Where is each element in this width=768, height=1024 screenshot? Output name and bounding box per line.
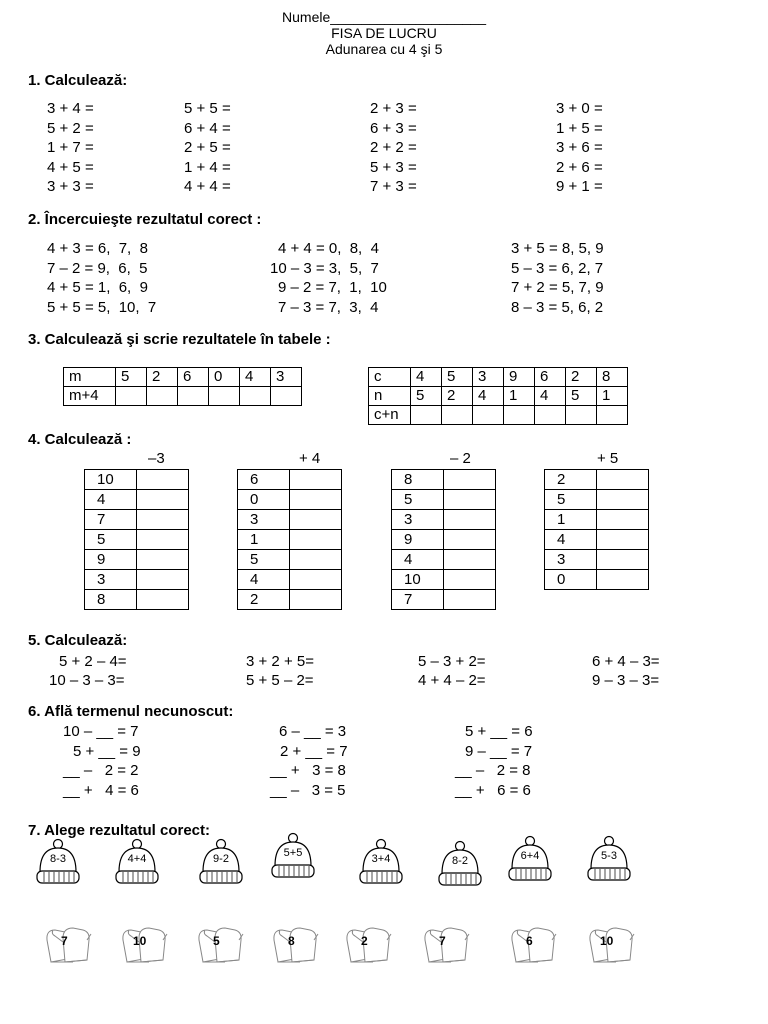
choice-equation: 5 – 3 = 6, 2, 7 xyxy=(511,259,604,277)
table-cell: 3 xyxy=(473,368,504,387)
table-row xyxy=(392,570,496,590)
table-row xyxy=(369,368,628,387)
exercise-equation: 6 + 3 = xyxy=(370,119,417,137)
table-cell: 8 xyxy=(85,590,137,610)
table-cell xyxy=(147,387,178,406)
table-cell: 6 xyxy=(178,368,209,387)
glove-number: 10 xyxy=(133,934,147,948)
table-cell xyxy=(116,387,147,406)
unknown-term-equation: __ + 4 = 6 xyxy=(63,781,139,799)
table-row xyxy=(85,550,189,570)
table-c-n xyxy=(368,367,628,425)
glove-icon xyxy=(586,918,636,968)
answer-cell xyxy=(597,530,649,550)
answer-cell xyxy=(137,510,189,530)
table-cell: c+n xyxy=(369,406,411,425)
exercise-equation: 1 + 7 = xyxy=(47,139,94,156)
table-cell: 3 xyxy=(545,550,597,570)
table-row xyxy=(64,368,302,387)
answer-cell xyxy=(137,530,189,550)
table-row xyxy=(64,387,302,406)
table-row xyxy=(545,510,649,530)
glove-number: 6 xyxy=(526,934,533,948)
table-row xyxy=(238,570,342,590)
table-cell xyxy=(473,406,504,425)
table-cell: 3 xyxy=(271,368,302,387)
table-cell: 4 xyxy=(240,368,271,387)
table-cell: 5 xyxy=(545,490,597,510)
operation-label: –3 xyxy=(148,450,165,467)
choice-equation: 5 + 5 = 5, 10, 7 xyxy=(47,298,157,316)
exercise-equation: 5 + 3 = xyxy=(370,158,417,176)
answer-cell xyxy=(290,490,342,510)
answer-cell xyxy=(137,590,189,610)
table-cell: 4 xyxy=(392,550,444,570)
table-row xyxy=(545,550,649,570)
table-cell: 10 xyxy=(85,470,137,490)
table-cell: 1 xyxy=(504,387,535,406)
table-cell: 7 xyxy=(85,510,137,530)
answer-cell xyxy=(444,490,496,510)
table-cell: n xyxy=(369,387,411,406)
table-cell xyxy=(209,387,240,406)
choice-equation: 4 + 3 = 6, 7, 8 xyxy=(47,240,148,257)
answer-cell xyxy=(290,570,342,590)
unknown-term-equation: __ – 3 = 5 xyxy=(270,781,346,799)
table-cell: 5 xyxy=(238,550,290,570)
unknown-term-equation: 5 + __ = 9 xyxy=(73,742,141,760)
exercise-equation: 3 + 0 = xyxy=(556,100,603,117)
exercise-equation: 10 – 3 – 3= xyxy=(49,672,125,689)
glove-number: 10 xyxy=(600,934,614,948)
table-cell: 7 xyxy=(392,590,444,610)
operation-label: + 4 xyxy=(299,450,321,467)
answer-cell xyxy=(597,570,649,590)
answer-cell xyxy=(290,510,342,530)
table-row xyxy=(238,530,342,550)
answer-cell xyxy=(444,590,496,610)
table-row xyxy=(369,406,628,425)
hat-icon xyxy=(35,838,81,886)
table-row xyxy=(392,490,496,510)
table-cell: 4 xyxy=(545,530,597,550)
table-row xyxy=(238,590,342,610)
table-cell: m+4 xyxy=(64,387,116,406)
table-cell: 4 xyxy=(473,387,504,406)
table-row xyxy=(545,530,649,550)
calc-table xyxy=(84,469,189,610)
exercise-equation: 4 + 5 = xyxy=(47,158,94,176)
table-row xyxy=(85,590,189,610)
worksheet-subtitle: Adunarea cu 4 şi 5 xyxy=(325,41,443,57)
section-6-title: 6. Află termenul necunoscut: xyxy=(28,703,234,720)
table-cell: 2 xyxy=(238,590,290,610)
operation-label: – 2 xyxy=(450,450,471,467)
glove-icon xyxy=(119,918,169,968)
table-row xyxy=(392,510,496,530)
section-2-title: 2. Încercuieşte rezultatul corect : xyxy=(28,211,262,228)
section-4-title: 4. Calculează : xyxy=(28,431,132,448)
calc-table xyxy=(237,469,342,610)
calc-table xyxy=(544,469,649,590)
choice-equation: 7 – 3 = 7, 3, 4 xyxy=(278,298,379,316)
table-row xyxy=(392,470,496,490)
table-row xyxy=(238,550,342,570)
section-5-title: 5. Calculează: xyxy=(28,632,128,649)
section-1-title: 1. Calculează: xyxy=(28,72,128,89)
hat-label: 3+4 xyxy=(371,853,391,865)
answer-cell xyxy=(597,510,649,530)
unknown-term-equation: 2 + __ = 7 xyxy=(280,742,348,760)
answer-cell xyxy=(444,530,496,550)
exercise-equation: 3 + 4 = xyxy=(47,100,94,117)
table-cell xyxy=(597,406,628,425)
table-cell: 3 xyxy=(85,570,137,590)
glove-number: 7 xyxy=(61,934,68,948)
table-cell: c xyxy=(369,368,411,387)
glove-icon xyxy=(270,918,320,968)
table-cell: 5 xyxy=(392,490,444,510)
table-cell: 8 xyxy=(392,470,444,490)
table-row xyxy=(392,590,496,610)
exercise-equation: 3 + 2 + 5= xyxy=(246,653,314,670)
glove-number: 5 xyxy=(213,934,220,948)
exercise-equation: 2 + 3 = xyxy=(370,100,417,117)
table-row xyxy=(545,570,649,590)
hat-label: 8-2 xyxy=(452,855,468,867)
table-cell xyxy=(504,406,535,425)
table-cell: 0 xyxy=(238,490,290,510)
answer-cell xyxy=(290,550,342,570)
table-cell: m xyxy=(64,368,116,387)
choice-equation: 4 + 5 = 1, 6, 9 xyxy=(47,279,148,296)
table-row xyxy=(545,490,649,510)
glove-icon xyxy=(195,918,245,968)
choice-equation: 4 + 4 = 0, 8, 4 xyxy=(278,240,379,257)
answer-cell xyxy=(597,470,649,490)
table-cell xyxy=(271,387,302,406)
unknown-term-equation: 6 – __ = 3 xyxy=(279,723,347,740)
answer-cell xyxy=(137,550,189,570)
calc-table-grid xyxy=(544,469,649,590)
exercise-equation: 3 + 3 = xyxy=(47,178,94,195)
hat-icon xyxy=(437,840,483,888)
hat-icon xyxy=(114,838,160,886)
table-cell: 0 xyxy=(209,368,240,387)
section-7-title: 7. Alege rezultatul corect: xyxy=(28,822,210,839)
table-cell: 6 xyxy=(238,470,290,490)
table-cell: 9 xyxy=(504,368,535,387)
exercise-equation: 4 + 4 = xyxy=(184,178,231,195)
table-row xyxy=(238,470,342,490)
answer-cell xyxy=(137,570,189,590)
table-cell xyxy=(240,387,271,406)
exercise-equation: 2 + 2 = xyxy=(370,139,417,156)
answer-cell xyxy=(290,470,342,490)
table-cell: 2 xyxy=(147,368,178,387)
table-cell: 0 xyxy=(545,570,597,590)
answer-cell xyxy=(597,490,649,510)
table-cell: 5 xyxy=(116,368,147,387)
hat-icon xyxy=(358,838,404,886)
worksheet-title: FISA DE LUCRU xyxy=(331,25,437,41)
choice-equation: 3 + 5 = 8, 5, 9 xyxy=(511,240,604,257)
hat-icon xyxy=(586,835,632,883)
hat-icon xyxy=(507,835,553,883)
calc-table-grid xyxy=(391,469,496,610)
calc-table-grid xyxy=(84,469,189,610)
choice-equation: 7 – 2 = 9, 6, 5 xyxy=(47,259,148,277)
calc-table-grid xyxy=(237,469,342,610)
section-3-title: 3. Calculează şi scrie rezultatele în tabele : xyxy=(28,331,331,348)
table-cell: 5 xyxy=(566,387,597,406)
hat-icon xyxy=(198,838,244,886)
glove-number: 7 xyxy=(439,934,446,948)
exercise-equation: 1 + 5 = xyxy=(556,119,603,137)
table-row xyxy=(238,510,342,530)
table-row xyxy=(85,470,189,490)
hat-label: 5+5 xyxy=(283,847,303,859)
hat-label: 5-3 xyxy=(601,850,617,862)
table-cell xyxy=(566,406,597,425)
table-cell: 9 xyxy=(85,550,137,570)
answer-cell xyxy=(444,510,496,530)
exercise-equation: 6 + 4 – 3= xyxy=(592,653,660,670)
answer-cell xyxy=(444,550,496,570)
table-row xyxy=(85,510,189,530)
exercise-equation: 5 + 2 – 4= xyxy=(59,653,127,670)
answer-cell xyxy=(137,470,189,490)
table-cell: 6 xyxy=(535,368,566,387)
unknown-term-equation: __ – 2 = 8 xyxy=(455,762,531,779)
table-cell: 4 xyxy=(535,387,566,406)
table-cell: 4 xyxy=(85,490,137,510)
hat-label: 6+4 xyxy=(520,850,540,862)
table-cell: 10 xyxy=(392,570,444,590)
table-cell: 5 xyxy=(442,368,473,387)
answer-cell xyxy=(290,530,342,550)
table-row xyxy=(369,387,628,406)
table-row xyxy=(392,530,496,550)
table-cell xyxy=(442,406,473,425)
table-cell: 8 xyxy=(597,368,628,387)
exercise-equation: 4 + 4 – 2= xyxy=(418,672,486,689)
table-row xyxy=(392,550,496,570)
exercise-equation: 2 + 6 = xyxy=(556,158,603,176)
choice-equation: 9 – 2 = 7, 1, 10 xyxy=(278,279,387,296)
exercise-equation: 6 + 4 = xyxy=(184,119,231,137)
unknown-term-equation: __ + 6 = 6 xyxy=(455,781,531,799)
operation-label: + 5 xyxy=(597,450,619,467)
table-cell: 1 xyxy=(238,530,290,550)
answer-cell xyxy=(444,570,496,590)
exercise-equation: 7 + 3 = xyxy=(370,178,417,195)
table-cell: 2 xyxy=(566,368,597,387)
table-cell: 3 xyxy=(392,510,444,530)
exercise-equation: 1 + 4 = xyxy=(184,158,231,176)
exercise-equation: 9 – 3 – 3= xyxy=(592,672,660,689)
choice-equation: 8 – 3 = 5, 6, 2 xyxy=(511,298,604,316)
table-row xyxy=(545,470,649,490)
unknown-term-equation: 5 + __ = 6 xyxy=(465,723,533,740)
table-cell xyxy=(535,406,566,425)
exercise-equation: 5 + 2 = xyxy=(47,119,94,137)
glove-icon xyxy=(343,918,393,968)
exercise-equation: 3 + 6 = xyxy=(556,139,603,156)
answer-cell xyxy=(137,490,189,510)
table-cell xyxy=(411,406,442,425)
table-cell: 4 xyxy=(411,368,442,387)
unknown-term-equation: __ – 2 = 2 xyxy=(63,762,139,779)
hat-label: 4+4 xyxy=(127,853,147,865)
table-cell: 2 xyxy=(545,470,597,490)
choice-equation: 10 – 3 = 3, 5, 7 xyxy=(270,259,379,277)
exercise-equation: 9 + 1 = xyxy=(556,178,603,195)
hat-label: 9-2 xyxy=(213,853,229,865)
glove-icon xyxy=(43,918,93,968)
glove-number: 8 xyxy=(288,934,295,948)
table-cell: 9 xyxy=(392,530,444,550)
exercise-equation: 5 + 5 – 2= xyxy=(246,672,314,689)
unknown-term-equation: 9 – __ = 7 xyxy=(465,742,533,760)
table-cell: 4 xyxy=(238,570,290,590)
table-row xyxy=(85,530,189,550)
glove-icon xyxy=(421,918,471,968)
table-row xyxy=(85,570,189,590)
name-line: Numele____________________ xyxy=(282,9,486,25)
unknown-term-equation: __ + 3 = 8 xyxy=(270,762,346,779)
glove-number: 2 xyxy=(361,934,368,948)
table-cell: 5 xyxy=(85,530,137,550)
table-cell: 3 xyxy=(238,510,290,530)
exercise-equation: 2 + 5 = xyxy=(184,139,231,156)
answer-cell xyxy=(290,590,342,610)
exercise-equation: 5 – 3 + 2= xyxy=(418,653,486,670)
table-cell: 2 xyxy=(442,387,473,406)
table-cell xyxy=(178,387,209,406)
table-m xyxy=(63,367,302,406)
exercise-equation: 5 + 5 = xyxy=(184,100,231,117)
unknown-term-equation: 10 – __ = 7 xyxy=(63,723,139,740)
table-cell: 1 xyxy=(597,387,628,406)
hat-icon xyxy=(270,832,316,880)
table-cell: 5 xyxy=(411,387,442,406)
hat-label: 8-3 xyxy=(50,853,66,865)
answer-cell xyxy=(597,550,649,570)
table-row xyxy=(238,490,342,510)
calc-table xyxy=(391,469,496,610)
answer-cell xyxy=(444,470,496,490)
glove-icon xyxy=(508,918,558,968)
table-cell: 1 xyxy=(545,510,597,530)
table-row xyxy=(85,490,189,510)
choice-equation: 7 + 2 = 5, 7, 9 xyxy=(511,279,604,296)
